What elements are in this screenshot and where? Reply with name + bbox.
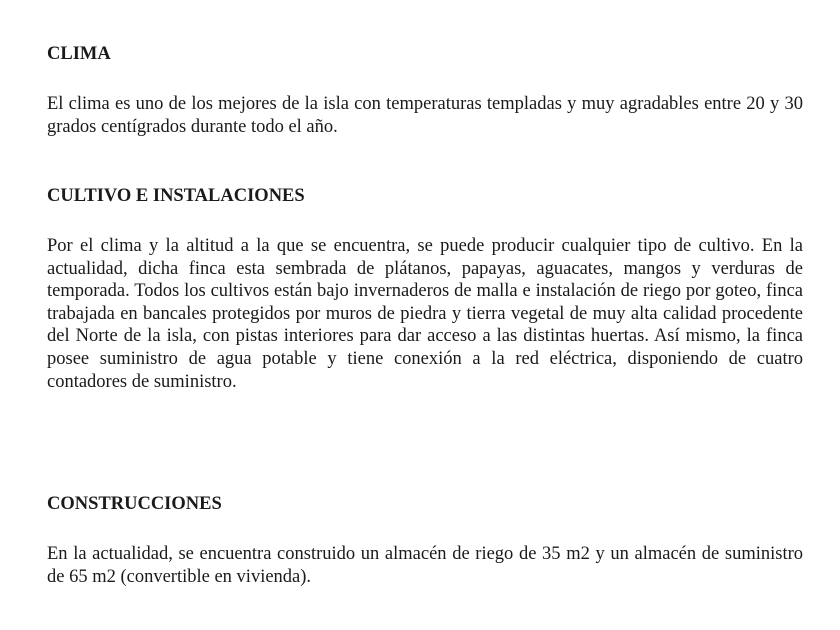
section-heading-construcciones: CONSTRUCCIONES [47, 494, 222, 514]
section-heading-cultivo-instalaciones: CULTIVO E INSTALACIONES [47, 186, 305, 206]
section-body-clima: El clima es uno de los mejores de la isla con temperaturas templadas y muy agradables entre 20 y 30 grados centígrados durante todo el año. [47, 94, 803, 137]
section-body-construcciones: En la actualidad, se encuentra construido un almacén de riego de 35 m2 y un almacén de suministro de 65 m2 (convertible en vivienda). [47, 544, 803, 587]
section-body-cultivo-instalaciones: Por el clima y la altitud a la que se encuentra, se puede producir cualquier tipo de cultivo. En la actualidad, dicha finca esta sembrada de plátanos, papayas, aguacates, mangos y verduras de temporada. Todos los cultivos están bajo invernaderos de malla e instalación de riego por goteo, finca trabajada en bancales protegidos por muros de piedra y tierra vegetal de muy alta calidad procedente del Norte de la isla, con pistas interiores para dar acceso a las distintas huertas. Así mismo, la finca posee suministro de agua potable y tiene conexión a la red eléctrica, disponiendo de cuatro contadores de suministro. [47, 236, 803, 392]
section-heading-clima: CLIMA [47, 44, 111, 64]
